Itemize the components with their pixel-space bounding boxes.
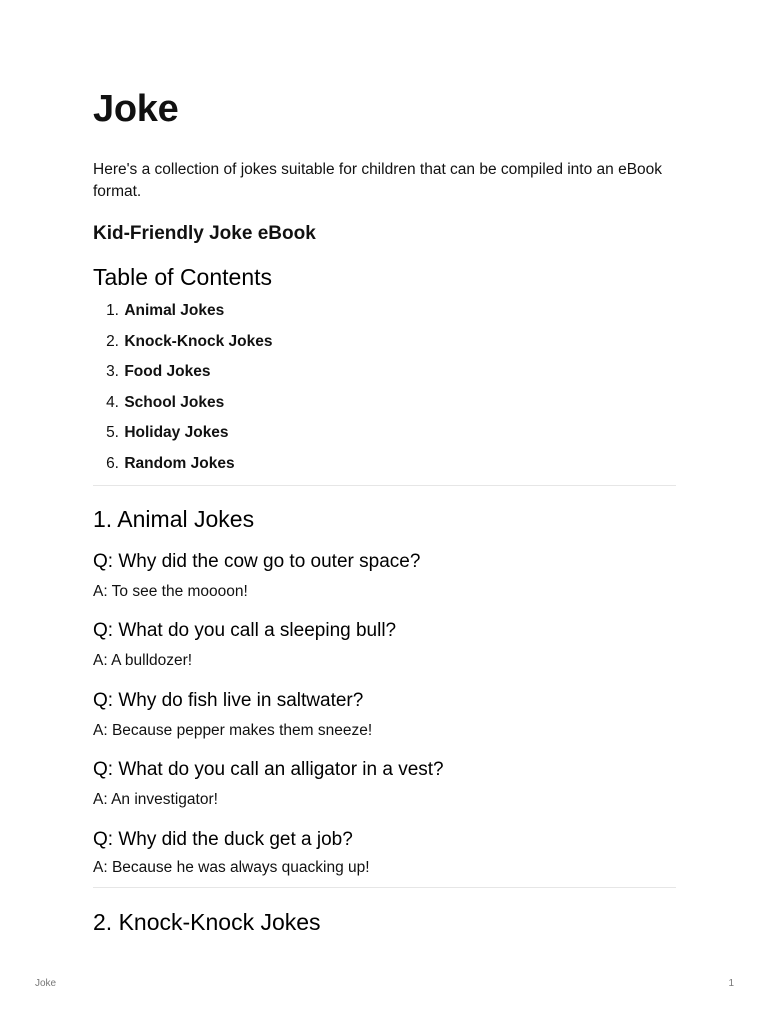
joke-question: Q: Why did the cow go to outer space? [93,551,421,572]
toc-number: 2. [106,332,119,350]
toc-item-holiday-jokes [93,420,272,451]
toc-label: Food Jokes [124,363,211,381]
toc-item-school-jokes [93,390,272,421]
toc-item-knock-knock-jokes [93,329,272,360]
joke-answer: A: Because pepper makes them sneeze! [93,722,373,739]
toc-label: Animal Jokes [124,302,225,319]
footer-page-number: 1 [728,978,734,989]
joke-question: Q: What do you call a sleeping bull? [93,620,397,641]
section-divider [93,887,676,888]
joke-answer: A: A bulldozer! [93,652,193,669]
toc-title: Table of Contents [93,264,273,290]
footer-document-title: Joke [35,978,57,989]
toc-number: 6. [106,454,119,472]
toc-number: 5. [106,424,119,442]
joke-question: Q: What do you call an alligator in a vest? [93,759,444,780]
ebook-title: Kid-Friendly Joke eBook [93,223,316,244]
page-title: Joke [93,88,179,130]
section-title-animal-jokes: 1. Animal Jokes [93,506,255,532]
toc-label: School Jokes [124,393,225,411]
joke-answer: A: An investigator! [93,791,218,808]
toc-label: Knock-Knock Jokes [124,332,273,350]
toc-label: Random Jokes [124,454,235,472]
section-divider [93,485,676,486]
section-title-knock-knock-jokes: 2. Knock-Knock Jokes [93,909,321,935]
toc-number: 1. [106,302,119,319]
joke-question: Q: Why did the duck get a job? [93,829,353,850]
toc-item-random-jokes [93,451,272,482]
toc-label: Holiday Jokes [124,424,229,442]
joke-answer: A: To see the moooon! [93,583,248,600]
intro-paragraph: Here's a collection of jokes suitable for children that can be compiled into an eBook format. [93,161,663,200]
toc-item-animal-jokes [93,298,272,329]
toc-number: 3. [106,363,119,381]
toc-number: 4. [106,393,119,411]
table-of-contents [93,298,272,482]
joke-answer: A: Because he was always quacking up! [93,859,370,876]
joke-question: Q: Why do fish live in saltwater? [93,690,364,711]
toc-item-food-jokes [93,359,272,390]
